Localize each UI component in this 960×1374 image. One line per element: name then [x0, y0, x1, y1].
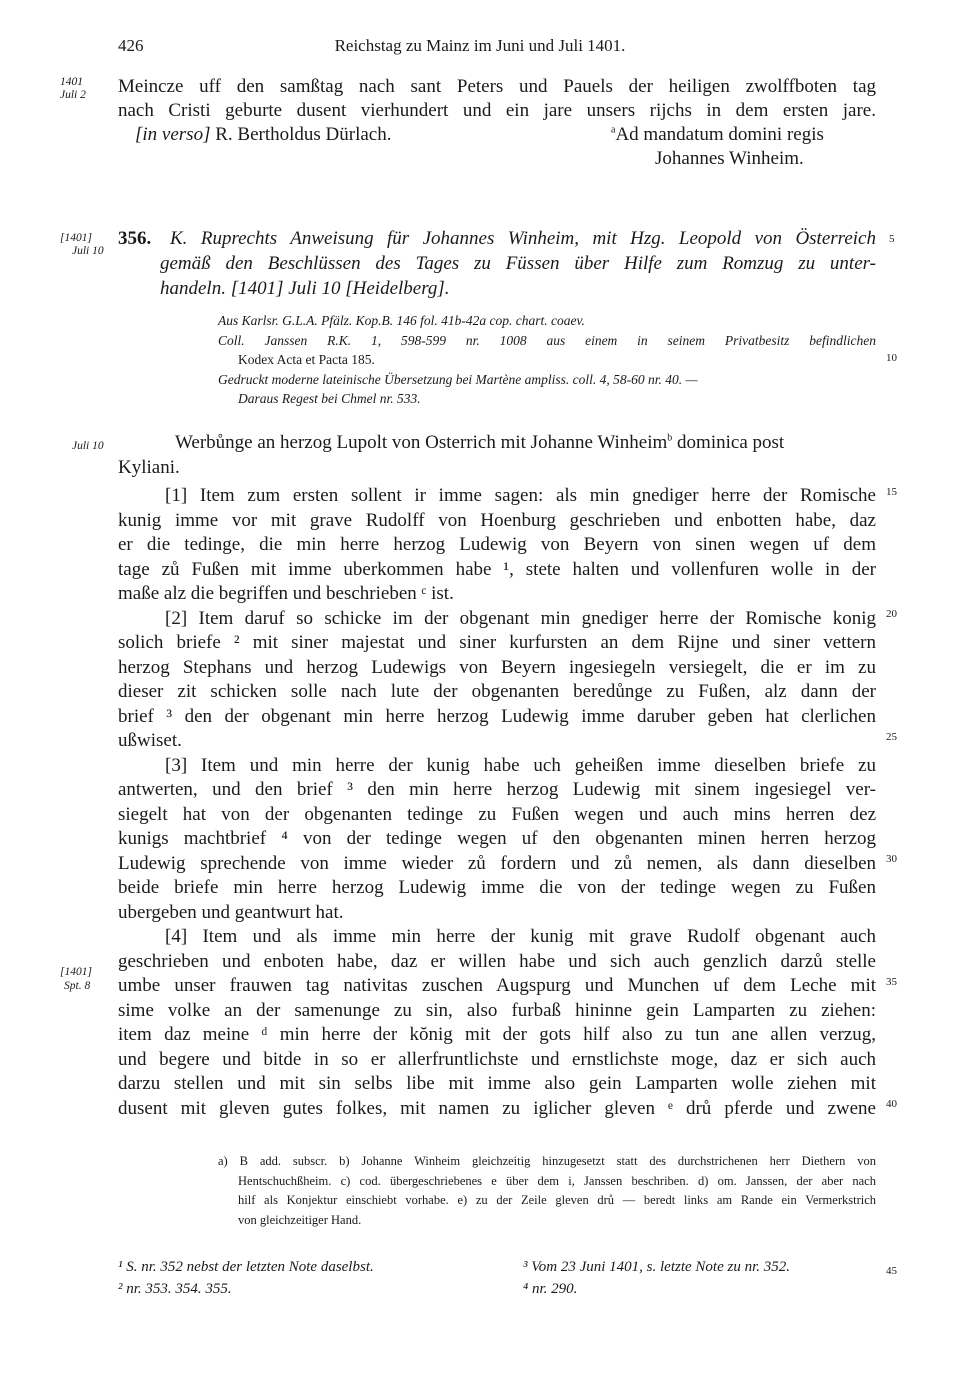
line-number-10: 10: [886, 352, 897, 364]
footnote-3: ³ Vom 23 Juni 1401, s. letzte Note zu nr. 352.: [523, 1259, 790, 1275]
intro-text: Werbůnge an herzog Lupolt von Osterrich mit Johanne Winheim: [175, 432, 668, 453]
mandate-text: Ad mandatum domini regis: [615, 124, 824, 145]
intro-line-1: [175, 431, 784, 456]
body-line: herzog Stephans und herzog Ludewigs von Beyern ingesiegeln versiegelt, die er im zu: [118, 656, 876, 678]
body-line: dusent mit gleven gutes folkes, mit namen zu iglicher gleven ᵉ drů pferde und zwene: [118, 1097, 876, 1119]
intro-line-2: Kyliani.: [118, 457, 180, 478]
line-number-5: 5: [889, 233, 895, 245]
body-line: kunig imme vor mit grave Rudolff von Hoenburg geschrieben und enbotten habe, daz: [118, 509, 876, 531]
doc-title-2: gemäß den Beschlüssen des Tages zu Füssen über Hilfe zum Romzug zu unter-: [160, 253, 876, 274]
body-line: maße alz die begriffen und beschrieben ᶜ ist.: [118, 583, 454, 604]
line-number-20: 20: [886, 608, 897, 620]
body-line: sime volke an der samenunge zu sin, also furbaß hininne gein Lamparten zu ziehen:: [118, 999, 876, 1021]
body-line: beide briefe min herre herzog Ludewig imme die von der tedinge wegen zu Fußen: [118, 877, 876, 898]
apparatus: [218, 1152, 876, 1230]
body-margin-date-2: Spt. 8: [64, 980, 91, 992]
page-number: 426: [118, 36, 144, 55]
body-line: und begere und bitde in so er allerfruntlichste und ernstlichste moge, daz er sich auch: [118, 1048, 876, 1070]
running-title: Reichstag zu Mainz im Juni und Juli 1401.: [334, 36, 626, 55]
winheim-name: Johannes Winheim.: [655, 148, 804, 169]
body-line: solich briefe ² mit siner majestat und siner kurfursten an dem Rijne und siner vettern: [118, 632, 876, 653]
body-line: Ludewig sprechende von imme wieder zů fordern und zů nemen, als dann dieselben: [118, 852, 876, 874]
body-line: geschrieben und enboten habe, daz er willen habe und sich auch genzlich darzů stelle: [118, 950, 876, 972]
line-number-25: 25: [886, 731, 897, 743]
apparatus-line-2: Hentschuchßheim. c) cod. übergeschriebenes e über dem i, Janssen beschriben. d) om. Janssen, der aber nach: [238, 1173, 876, 1188]
line-number-45: 45: [886, 1265, 897, 1277]
body-line: [4] Item und als imme min herre der kunig mit grave Rudolf obgenant auch: [165, 926, 876, 947]
margin-date: Juli 2: [60, 89, 86, 101]
body-line: darzu stellen und mit sin selbs libe mit imme also gein Lamparten wolle ziehen mit: [118, 1073, 876, 1094]
source-2: Coll. Janssen R.K. 1, 598-599 nr. 1008 aus einem in seinem Privatbesitz befindlichen: [218, 332, 876, 348]
doc-margin-date: Juli 10: [72, 245, 104, 257]
body-line: [1] Item zum ersten sollent ir imme sagen: als min gnediger herre der Romische: [165, 485, 876, 506]
footnote-1: ¹ S. nr. 352 nebst der letzten Note daselbst.: [118, 1259, 374, 1275]
source-1: Aus Karlsr. G.L.A. Pfälz. Kop.B. 146 fol. 41b-42a cop. chart. coaev.: [218, 313, 585, 328]
body-line: [3] Item und min herre der kunig habe uch geheißen imme dieselben briefe zu: [165, 754, 876, 776]
body-line: tage zů Fußen mit imme uberkommen habe ¹, stete halten und vollenfuren wolle in der: [118, 558, 876, 580]
body-line: siegelt hat von der obgenanten tedinge zu Fußen wegen und auch mins herren dez: [118, 803, 876, 825]
source-3: Kodex Acta et Pacta 185.: [238, 352, 375, 367]
body-margin-date: Juli 10: [72, 440, 104, 452]
doc-title-3: handeln. [1401] Juli 10 [Heidelberg].: [160, 278, 450, 299]
source-4: Gedruckt moderne lateinische Übersetzung bei Martène ampliss. coll. 4, 58-60 nr. 40. —: [218, 371, 698, 387]
body-line: item daz meine ᵈ min herre der kŏnig mit der gots hilf also zu tun ane allen verzug,: [118, 1024, 876, 1045]
footnote-4: ⁴ nr. 290.: [523, 1281, 578, 1297]
intro-note-marker: b: [667, 432, 673, 444]
footnote-2: ² nr. 353. 354. 355.: [118, 1281, 232, 1297]
body-margin-year: [1401]: [60, 966, 92, 978]
body-line: kunigs machtbrief ⁴ von der tedinge wegen uf den obgenanten minen herren herzog: [118, 828, 876, 849]
body-line: brief ³ den der obgenant min herre herzog Ludewig imme daruber geben hat clerlichen: [118, 705, 876, 727]
apparatus-line-4: von gleichzeitiger Hand.: [238, 1212, 362, 1227]
body-line: ubergeben und geantwurt hat.: [118, 901, 344, 923]
mandate-line: [611, 123, 824, 148]
apparatus-line-1: a) B add. subscr. b) Johanne Winheim gleichzeitig hinzugesetzt statt des durchstrichenen herr Diethern von: [218, 1154, 876, 1168]
line-number-30: 30: [886, 853, 897, 865]
apparatus-line-3: hilf als Konjektur einschiebt vorhabe. e) zu der Zeile gleven drů — beredt links am Rande ein Vermerkstrich: [238, 1193, 876, 1207]
body-line: dieser zit schicken solle nach lute der obgenanten beredůnge zu Fußen, alz dann der: [118, 681, 876, 702]
body-line: er die tedinge, die min herre herzog Ludewig von Beyern von sinen wegen uf dem: [118, 534, 876, 555]
source-block: [218, 311, 876, 409]
body-line: umbe unser frauwen tag nativitas zuschen Augspurg und Munchen uf dem Leche mit: [118, 975, 876, 996]
signature: R. Bertholdus Dürlach.: [215, 124, 392, 145]
source-5: Daraus Regest bei Chmel nr. 533.: [238, 391, 421, 406]
doc-margin-year: [1401]: [60, 232, 92, 244]
verso-label: [in verso]: [135, 124, 211, 145]
verso-line: [135, 123, 392, 148]
doc-title-1: K. Ruprechts Anweisung für Johannes Winheim, mit Hzg. Leopold von Österreich: [170, 228, 876, 249]
line-number-15: 15: [886, 486, 897, 498]
doc-number: 356.: [118, 228, 152, 249]
note-marker-a: a: [611, 124, 616, 136]
intro-text-end: dominica post: [672, 432, 785, 453]
line-number-35: 35: [886, 976, 897, 988]
margin-year: 1401: [60, 76, 83, 88]
line-number-40: 40: [886, 1098, 897, 1110]
body-line: [2] Item daruf so schicke im der obgenant min gnediger herre der Romische konig: [165, 607, 876, 629]
top-line-1: Meincze uff den samßtag nach sant Peters und Pauels der heiligen zwolffboten tag: [118, 76, 876, 97]
body-line: antwerten, und den brief ³ den min herre herzog Ludewig mit sinem ingesiegel ver-: [118, 779, 876, 800]
top-line-2: nach Cristi geburte dusent vierhundert und ein jare unsers rijchs in dem ersten jare.: [118, 100, 876, 121]
body-line: ußwiset.: [118, 730, 182, 751]
